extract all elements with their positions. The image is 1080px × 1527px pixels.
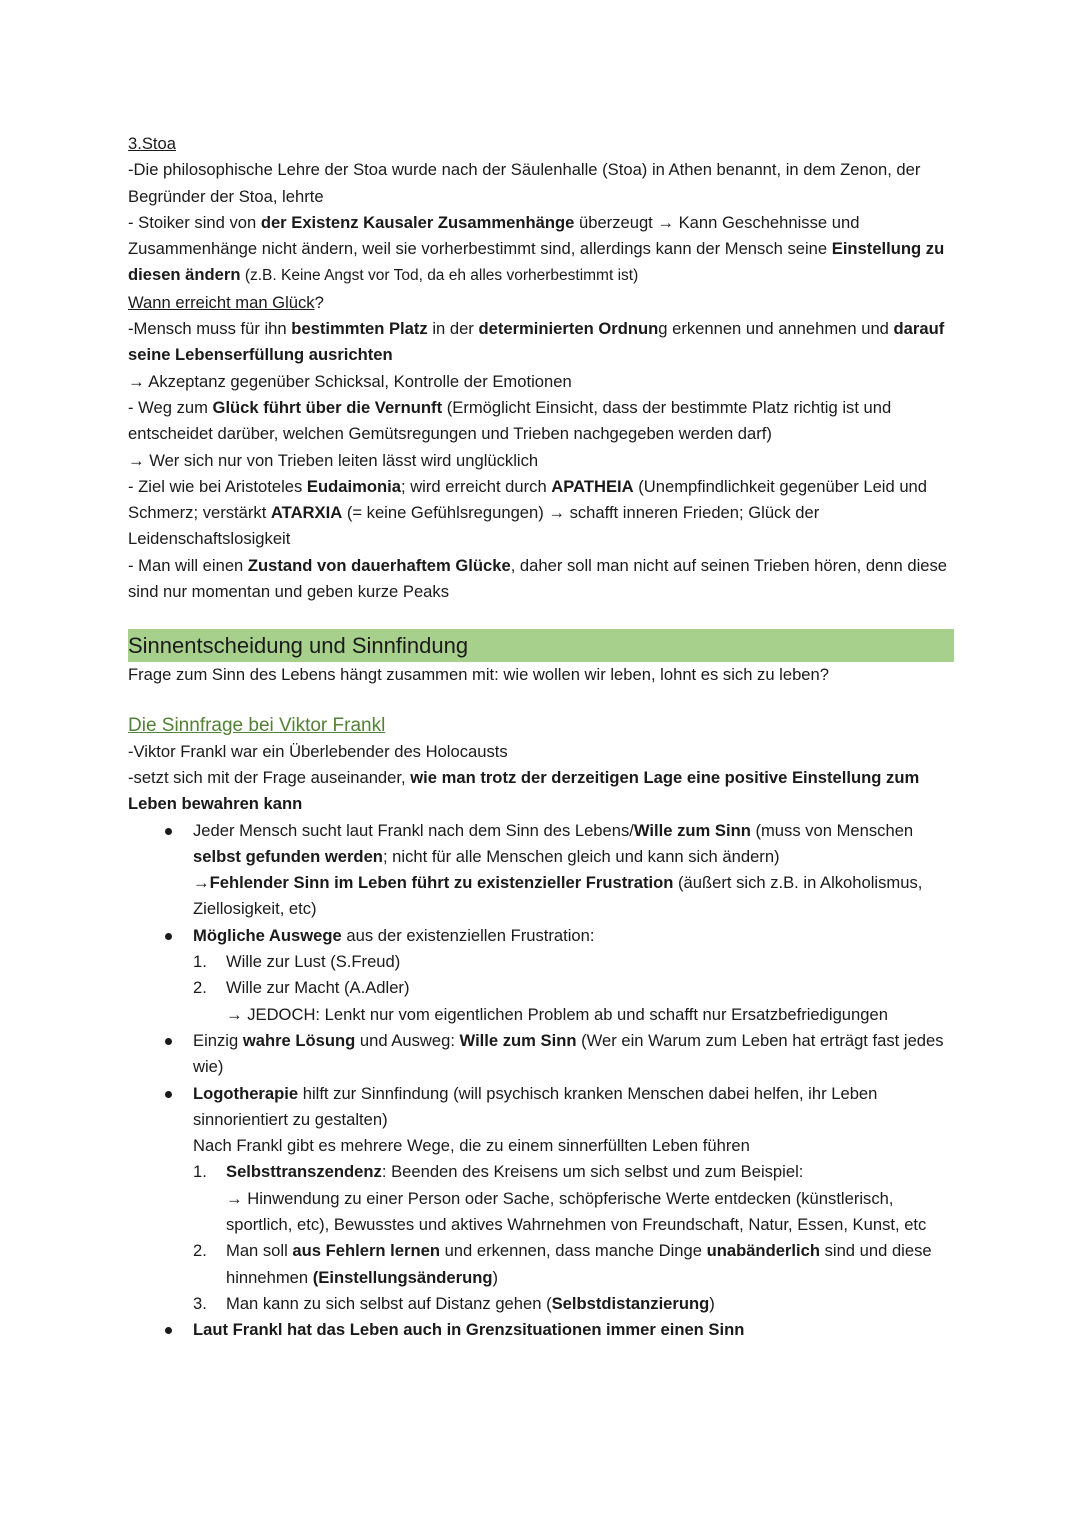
section-heading: Sinnentscheidung und Sinnfindung [128,629,954,662]
list-item: Jeder Mensch sucht laut Frankl nach dem Sinn des Lebens/Wille zum Sinn (muss von Menschen selbst gefunden werden; nicht für alle Menschen gleich und kann sich ändern) →Fehlender Sinn im Leben führt zu existenzieller Frustration (äußert sich z.B. in Alkoholismus, Ziellosigkeit, etc) [128,818,954,923]
frankl-bullet-list [128,818,954,1344]
list-item: 1. Selbsttranszendenz: Beenden des Kreisens um sich selbst und zum Beispiel: → Hinwendung zu einer Person oder Sache, schöpferische Werte entdecken (künstlerisch, sportlich, etc), Bewusstes und aktives Wahrnehmen von Freundschaft, Natur, Essen, Kunst, etc [193,1162,927,1234]
stoa-question: Wann erreicht man Glück? [128,292,324,312]
stoa-paragraph: → Akzeptanz gegenüber Schicksal, Kontrolle der Emotionen [128,371,572,391]
stoa-paragraph: - Man will einen Zustand von dauerhaftem Glücke, daher soll man nicht auf seinen Trieben hören, denn diese sind nur momentan und geben kurze Peaks [128,555,948,602]
frankl-title: Die Sinnfrage bei Viktor Frankl [128,714,386,736]
bullet-icon [165,1091,172,1098]
numbered-list [193,1159,954,1317]
note-text: → JEDOCH: Lenkt nur vom eigentlichen Problem ab und schafft nur Ersatzbefriedigungen [226,1004,888,1024]
list-item: 3. Man kann zu sich selbst auf Distanz gehen (Selbstdistanzierung) [193,1293,715,1313]
section-intro: Frage zum Sinn des Lebens hängt zusammen mit: wie wollen wir leben, lohnt es sich zu leben? [128,665,829,685]
stoa-paragraph: - Stoiker sind von der Existenz Kausaler Zusammenhänge überzeugt → Kann Geschehnisse und Zusammenhänge nicht ändern, weil sie vorherbestimmt sind, allerdings kann der Mensch seine Einstellung zu diesen ändern (z.B. Keine Angst vor Tod, da eh alles vorherbestimmt ist) [128,212,945,285]
bullet-icon [165,933,172,940]
list-item: 1. Wille zur Lust (S.Freud) [193,952,401,972]
list-item: Logotherapie hilft zur Sinnfindung (will psychisch kranken Menschen dabei helfen, ihr Leben sinnorientiert zu gestalten) Nach Frankl gibt es mehrere Wege, die zu einem sinnerfüllten Leben führen 1. Selbsttranszendenz: Beenden des Kreisens um sich selbst und zum Beispiel: → Hinwendung zu einer Person oder Sache, schöpferische Werte entdecken (künstlerisch, sportlich, etc), Bewusstes und aktives Wahrnehmen von Freundschaft, Natur, Essen, Kunst, etc 2. Man soll aus Fehlern lernen und erkennen, dass manche Dinge unabänderlich sind und diese hinnehmen (Einstellungsänderung) 3. Man kann zu sich selbst auf Distanz gehen (Selbstdistanzierung) [128,1081,954,1318]
stoa-paragraph: -Mensch muss für ihn bestimmten Platz in der determinierten Ordnung erkennen und annehmen und darauf seine Lebenserfüllung ausrichten [128,319,945,365]
stoa-paragraph: - Ziel wie bei Aristoteles Eudaimonia; wird erreicht durch APATHEIA (Unempfindlichkeit gegenüber Leid und Schmerz; verstärkt ATARXIA (= keine Gefühlsregungen) → schafft inneren Frieden; Glück der Leidenschaftslosigkeit [128,476,928,549]
stoa-paragraph: - Weg zum Glück führt über die Vernunft (Ermöglicht Einsicht, dass der bestimmte Platz richtig ist und entscheidet darüber, welchen Gemütsregungen und Trieben nachgegeben werden darf) [128,397,892,444]
bullet-icon [165,1038,172,1045]
list-item: 2. Wille zur Macht (A.Adler) [193,978,410,998]
list-item: Einzig wahre Lösung und Ausweg: Wille zum Sinn (Wer ein Warum zum Leben hat erträgt fast jedes wie) [128,1028,954,1081]
stoa-title: 3.Stoa [128,134,176,153]
frankl-paragraph: -setzt sich mit der Frage auseinander, wie man trotz der derzeitigen Lage eine positive Einstellung zum Leben bewahren kann [128,767,920,814]
bullet-icon [165,1327,172,1334]
stoa-paragraph: → Wer sich nur von Trieben leiten lässt wird unglücklich [128,450,539,470]
stoa-paragraph: -Die philosophische Lehre der Stoa wurde nach der Säulenhalle (Stoa) in Athen benannt, in dem Zenon, der Begründer der Stoa, lehrte [128,160,921,206]
frankl-paragraph: -Viktor Frankl war ein Überlebender des Holocausts [128,741,508,761]
document-page [128,131,954,1343]
bullet-icon [165,828,172,835]
list-item: Laut Frankl hat das Leben auch in Grenzsituationen immer einen Sinn [128,1317,954,1343]
list-item: Mögliche Auswege aus der existenziellen Frustration: 1. Wille zur Lust (S.Freud) 2. Wille zur Macht (A.Adler) → JEDOCH: Lenkt nur vom eigentlichen Problem ab und schafft nur Ersatzbefriedigungen [128,923,954,1028]
numbered-list [193,949,954,1002]
list-item: 2. Man soll aus Fehlern lernen und erkennen, dass manche Dinge unabänderlich sind und diese hinnehmen (Einstellungsänderung) [193,1241,932,1287]
